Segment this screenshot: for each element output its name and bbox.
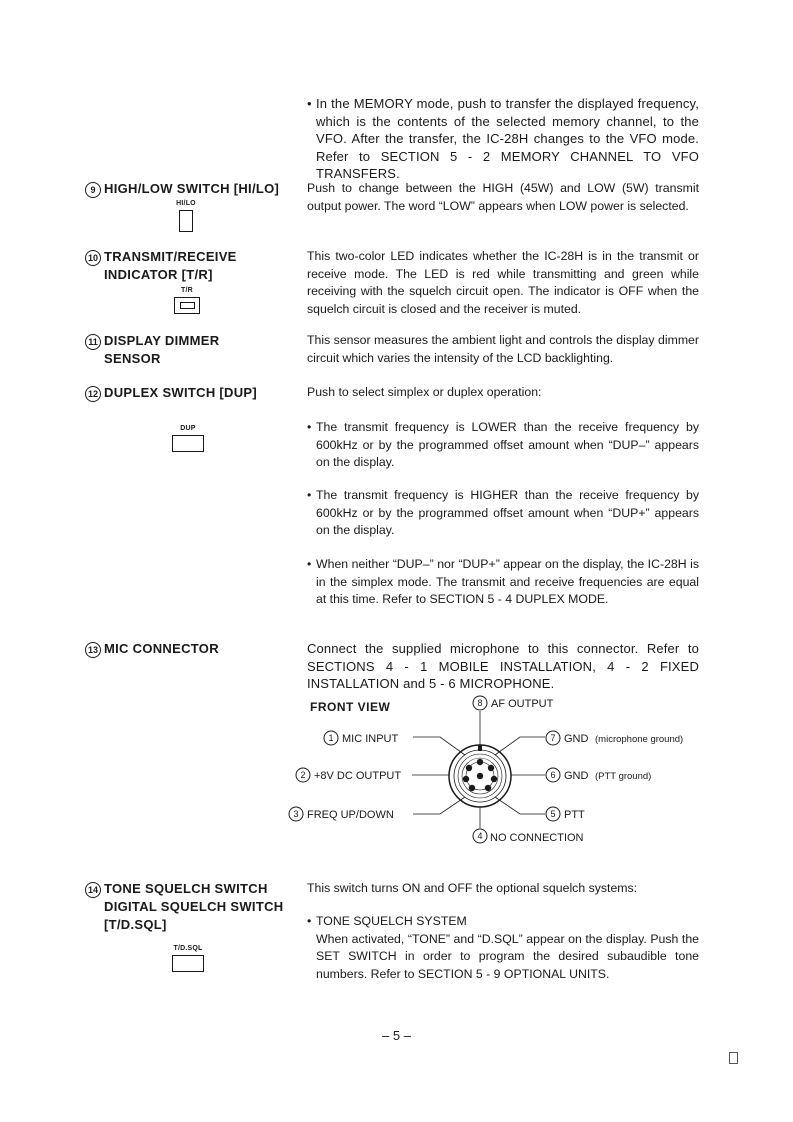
svg-text:NO CONNECTION: NO CONNECTION [490,832,584,844]
bullet-dot: • [307,420,312,434]
connector-pin [491,776,497,782]
svg-text:GND: GND [564,770,589,782]
dup-plus-bullet [307,487,699,540]
connector-pin [488,765,494,771]
pin-7-label [546,731,683,745]
bullet-title: TONE SQUELCH SYSTEM [316,914,467,928]
connector-pin [466,765,472,771]
pin-2-label [296,768,401,782]
pin-3-label [289,807,394,821]
section-13-heading [85,640,219,658]
section-title-line2: DIGITAL SQUELCH SWITCH [104,899,284,914]
section-12-text: Push to select simplex or duplex operation: [307,385,542,399]
tdsql-switch-icon [170,945,206,972]
section-13-text: Connect the supplied microphone to this connector. Refer to SECTIONS 4 - 1 MOBILE INSTALLATION, 4 - 2 FIXED INSTALLATION and 5 - 6 MICROPHONE. [307,641,699,692]
section-14-text: This switch turns ON and OFF the optional squelch systems: [307,881,638,895]
connector-pin [477,773,483,779]
svg-text:PTT: PTT [564,809,585,821]
pin-6-label [546,768,651,782]
pin-1-label [324,731,399,745]
svg-text:1: 1 [328,733,334,743]
section-11-heading [85,332,219,368]
hi-lo-switch-icon [175,200,197,232]
page-number: – 5 – [382,1028,411,1043]
connector-pin [485,785,491,791]
bullet-dot: • [307,488,312,502]
icon-label: T/D.SQL [173,945,203,952]
memory-mode-text: In the MEMORY mode, push to transfer the displayed frequency, which is the contents of the selected memory channel, to the VFO. After the transfer, the IC-28H changes to the VFO mode. Refer to SECTION 5 - 2 MEMORY CHANNEL TO VFO TRANSFERS. [316,96,699,182]
svg-text:3: 3 [293,809,299,819]
pin-8-label [473,696,554,710]
svg-text:MIC INPUT: MIC INPUT [342,733,399,745]
section-10-heading [85,248,237,284]
section-title: MIC CONNECTOR [104,641,219,656]
connector-body [449,745,511,807]
bullet-dot: • [307,914,312,928]
svg-text:AF OUTPUT: AF OUTPUT [491,698,554,710]
section-number: 10 [85,250,101,266]
simplex-bullet [307,556,699,609]
section-title: DISPLAY DIMMER [104,333,220,348]
section-12-heading [85,384,257,402]
pin-4-label [473,829,584,844]
section-10-text: This two-color LED indicates whether the IC-28H is in the transmit or receive mode. The LED is red while transmitting and green while receiving with the squelch circuit open. The indicator is OFF when the squelch circuit is closed and the receiver is muted. [307,249,699,316]
bullet-text: The transmit frequency is HIGHER than the receive frequency by 600kHz or by the programmed offset amount when “DUP+” appears on the display. [316,488,699,538]
svg-text:6: 6 [550,770,556,780]
corner-mark [729,1052,738,1064]
icon-label: HI/LO [176,200,196,207]
bullet-dot: • [307,557,312,571]
front-view-title: FRONT VIEW [310,700,391,714]
mic-connector-diagram [280,695,720,850]
section-number: 13 [85,642,101,658]
svg-text:FREQ UP/DOWN: FREQ UP/DOWN [307,809,394,821]
connector-pin [469,785,475,791]
svg-text:(microphone ground): (microphone ground) [595,734,684,745]
svg-text:5: 5 [550,809,556,819]
section-title: DUPLEX SWITCH [DUP] [104,385,258,400]
icon-label: T/R [181,287,193,294]
section-number: 11 [85,334,101,350]
section-number: 9 [85,182,101,198]
section-11-text: This sensor measures the ambient light and controls the display dimmer circuit which varies the intensity of the LCD backlighting. [307,333,699,365]
svg-text:8: 8 [477,698,483,708]
dup-minus-bullet [307,419,699,472]
connector-pin [463,776,469,782]
section-title-line3: [T/D.SQL] [104,916,167,932]
section-9-heading [85,180,279,198]
section-title-line2: INDICATOR [T/R] [104,267,213,282]
pin-5-label [546,807,585,821]
tr-indicator-icon [172,287,202,314]
svg-text:4: 4 [477,831,483,841]
bullet-dot: • [307,96,312,111]
bullet-text: When activated, “TONE” and “D.SQL” appear on the display. Push the SET SWITCH in order to program the desired subaudible tone numbers. Refer to SECTION 5 - 9 OPTIONAL UNITS. [316,931,699,981]
connector-pin [477,759,483,765]
section-number: 12 [85,386,101,402]
svg-text:(PTT ground): (PTT ground) [595,771,652,782]
svg-text:7: 7 [550,733,556,743]
tone-squelch-bullet [307,913,699,983]
bullet-text: When neither “DUP–” nor “DUP+” appear on the display, the IC-28H is in the simplex mode. The transmit and receive frequencies are equal at this time. Refer to SECTION 5 - 4 DUPLEX MODE. [316,557,699,607]
dup-switch-icon [170,425,206,452]
section-14-heading [85,880,283,933]
bullet-text: The transmit frequency is LOWER than the receive frequency by 600kHz or by the programmed offset amount when “DUP–” appears on the display. [316,420,699,470]
section-number: 14 [85,882,101,898]
memory-mode-bullet [307,95,699,183]
section-title: TRANSMIT/RECEIVE [104,249,237,264]
svg-text:+8V DC OUTPUT: +8V DC OUTPUT [314,770,402,782]
section-title-line2: SENSOR [104,351,161,366]
section-title: TONE SQUELCH SWITCH [104,881,268,896]
section-title: HIGH/LOW SWITCH [HI/LO] [104,181,280,196]
section-9-text: Push to change between the HIGH (45W) and LOW (5W) transmit output power. The word “LOW” appears when LOW power is selected. [307,181,699,213]
svg-text:GND: GND [564,733,589,745]
svg-text:2: 2 [300,770,306,780]
icon-label: DUP [180,425,196,432]
